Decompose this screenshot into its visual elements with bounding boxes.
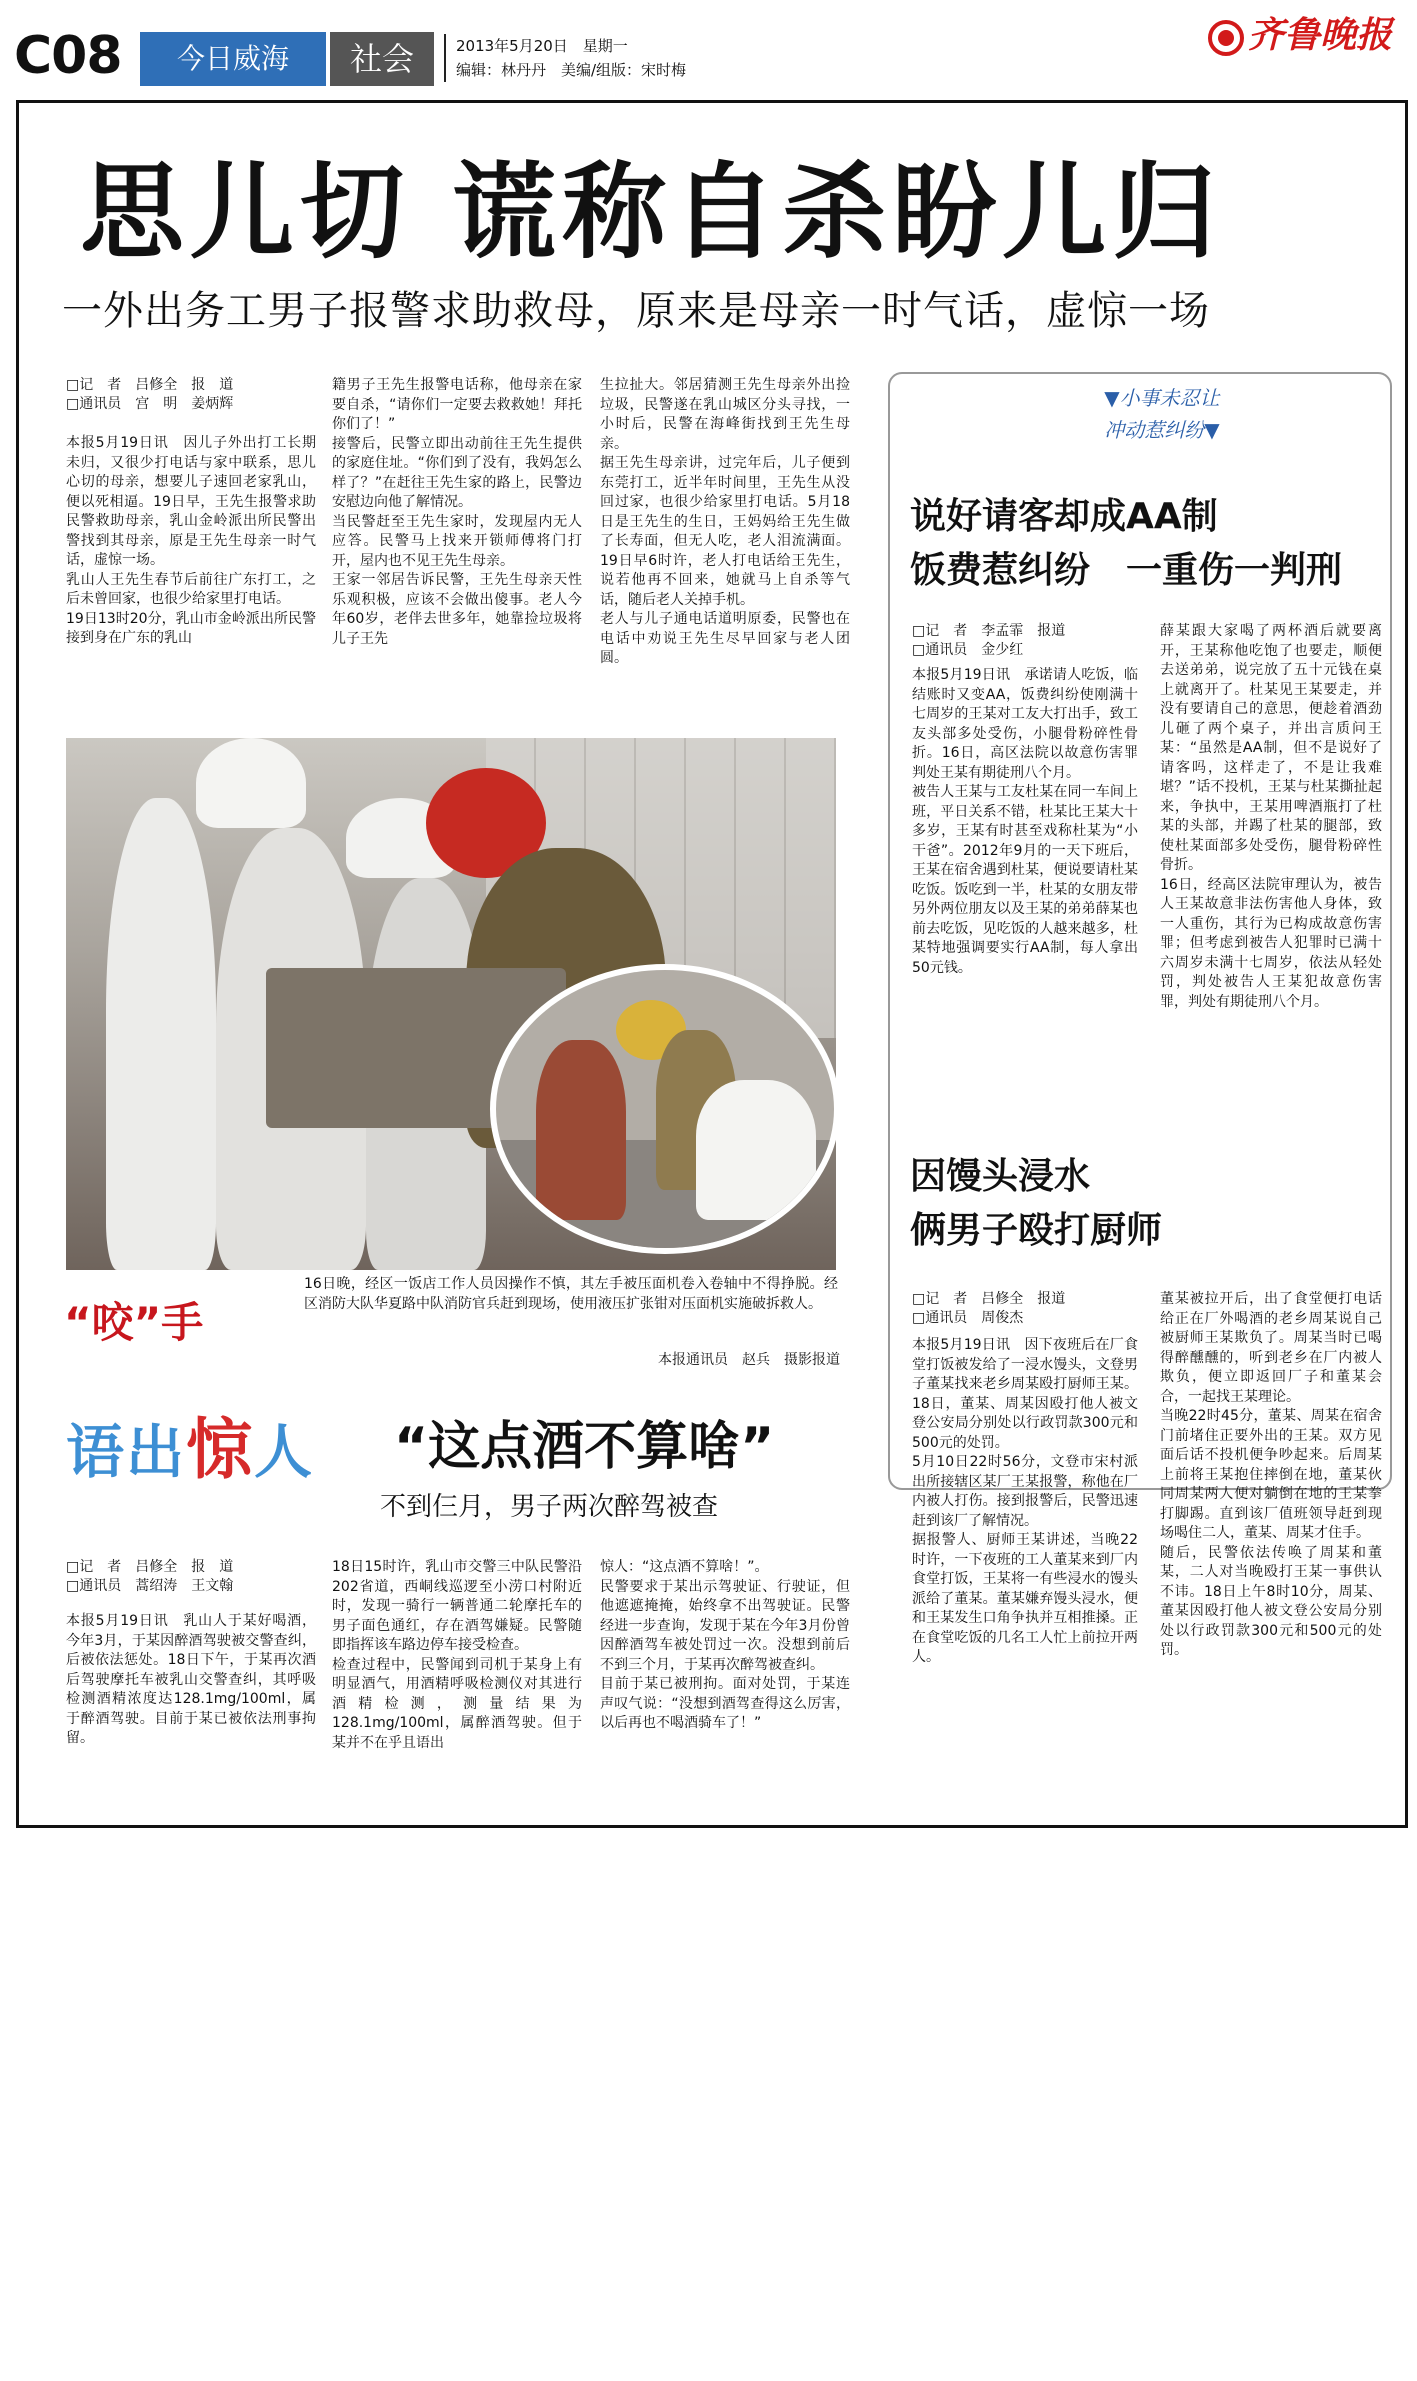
section-badge: 今日威海	[140, 32, 326, 86]
header-editors: 编辑：林丹丹 美编/组版：宋时梅	[456, 61, 687, 79]
section-name: 社会	[330, 32, 434, 86]
lead-byline: □记 者 吕修全 报 道 □通讯员 宫 明 姜炳辉	[66, 377, 234, 412]
column-logo	[66, 1410, 366, 1490]
photo-credit: 本报通讯员 赵兵 摄影报道	[658, 1352, 840, 1368]
story2-column-2: 薛某跟大家喝了两杯酒后就要离开，王某称他吃饱了也要走，顺便去送弟弟，说完放了五十元钱在桌上就离开了。杜某见王某要走，并没有要请自己的意思，便趁着酒劲儿砸了两个桌子，并出言质问王某：“虽然是AA制，但不是说好了请客吗，这样走了，不是让我难堪？”话不投机，王某与杜某撕扯起来，争执中，王某用啤酒瓶打了杜某的头部，并踢了杜某的腿部，致使杜某面部多处受伤，腿骨粉碎性骨折。 16日，经高区法院审理认为，被告人王某故意非法伤害他人身体，致一人重伤，其行为已构成故意伤害罪；但考虑到被告人犯罪时已满十六周岁未满十七周岁，依法从轻处罚，判处被告人王某犯故意伤害罪，判处有期徒刑八个月。	[1160, 623, 1382, 1010]
photo-caption: 16日晚，经区一饭店工作人员因操作不慎，其左手被压面机卷入卷轴中不得挣脱。经区消防大队华夏路中队消防官兵赶到现场，使用液压扩张钳对压面机实施破拆救人。	[304, 1276, 838, 1312]
column-logo-part-3: 人	[254, 1418, 315, 1486]
lead-subheadline: 一外出务工男子报警求助救母，原来是母亲一时气话，虚惊一场	[62, 288, 1210, 334]
story4-title: “这点酒不算啥”	[394, 1417, 775, 1477]
column-logo-part-1: 语出	[66, 1418, 187, 1486]
brand-mark-icon	[1208, 20, 1244, 56]
right-box-tag-line-2: 冲动惹纠纷▼	[1104, 418, 1220, 442]
right-box-tag-line-1: ▼小事未忍让	[1104, 386, 1220, 410]
right-box-tag	[1062, 382, 1262, 452]
story3-title: 因馒头浸水 俩男子殴打厨师	[910, 1156, 1163, 1251]
story3-column-2: 董某被拉开后，出了食堂便打电话给正在厂外喝酒的老乡周某说自己被厨师王某欺负了。周某当时已喝得醉醺醺的，听到老乡在厂内被人欺负，便立即返回厂子和董某会合，一起找王某理论。 当晚22时45分，董某、周某在宿舍门前堵住正要外出的王某。双方见面后话不投机便争吵起来。后周某上前将王某抱住摔倒在地，董某伙同周某两人便对躺倒在地的王某拳打脚踢。直到该厂值班领导赶到现场喝住二人，董某、周某才住手。 随后，民警依法传唤了周某和董某，二人对当晚殴打王某一事供认不讳。18日上午8时10分，周某、董某因殴打他人被文登公安局分别处以行政罚款300元和500元的处罚。	[1160, 1291, 1382, 1658]
story2-column-1: 本报5月19日讯 承诺请人吃饭，临结账时又变AA，饭费纠纷使刚满十七周岁的王某对工友大打出手，致工友头部多处受伤，小腿骨粉碎性骨折。16日，高区法院以故意伤害罪判处王某有期徒刑八个月。 被告人王某与工友杜某在同一车间上班，平日关系不错，杜某比王某大十多岁，王某有时甚至戏称杜某为“小干爸”。2012年9月的一天下班后，王某在宿舍遇到杜某，便说要请杜某吃饭。饭吃到一半，杜某的女朋友带另外两位朋友以及王某的弟弟薛某也前去吃饭，见吃饭的人越来越多，杜某特地强调要实行AA制，每人拿出50元钱。	[912, 667, 1138, 976]
story3-byline: □记 者 吕修全 报道 □通讯员 周俊杰	[912, 1291, 1066, 1326]
brand-name: 齐鲁晚报	[1248, 14, 1393, 56]
column-logo-part-2: 惊	[186, 1411, 255, 1488]
story4-column-1: 本报5月19日讯 乳山人于某好喝酒，今年3月，于某因醉酒驾驶被交警查纠，后被依法惩处。18日下午，于某再次酒后驾驶摩托车被乳山交警查纠，其呼吸检测酒精浓度达128.1mg/100ml，属于醉酒驾驶。目前于某已被依法刑事拘留。	[66, 1613, 316, 1746]
header-date: 2013年5月20日 星期一	[456, 37, 628, 55]
story4-column-2: 18日15时许，乳山市交警三中队民警沿202省道，西峒线巡逻至小涝口村附近时，发现一骑行一辆普通二轮摩托车的男子面色通红，存在酒驾嫌疑。民警随即指挥该车路边停车接受检查。 检查过程中，民警闻到司机于某身上有明显酒气，用酒精呼吸检测仪对其进行酒精检测，测量结果为128.1mg/100ml，属醉酒驾驶。但于某并不在乎且语出	[332, 1559, 582, 1751]
lead-column-3: 生拉扯大。邻居猜测王先生母亲外出捡垃圾，民警遂在乳山城区分头寻找，一小时后，民警在海峰街找到王先生母亲。 据王先生母亲讲，过完年后，儿子便到东莞打工，近半年时间里，王先生从没回过家，也很少给家里打电话。5月18日是王先生的生日，王妈妈给王先生做了长寿面，但无人吃，老人泪流满面。19日早6时许，老人打电话给王先生，说若他再不回来，她就马上自杀等气话，随后老人关掉手机。 老人与儿子通电话道明原委，民警也在电话中劝说王先生尽早回家与老人团圆。	[600, 377, 850, 666]
header-divider	[444, 34, 446, 82]
lead-column-2: 籍男子王先生报警电话称，他母亲在家要自杀，“请你们一定要去救救她！拜托你们了！” 接警后，民警立即出动前往王先生提供的家庭住址。“你们到了没有，我妈怎么样了？”在赶往王先生家的路上，民警边安慰边向他了解情况。 当民警赶至王先生家时，发现屋内无人应答。民警马上找来开锁师傅将门打开，屋内也不见王先生母亲。 王家一邻居告诉民警，王先生母亲天性乐观积极，应该不会做出傻事。老人今年60岁，老伴去世多年，她靠捡垃圾将儿子王先	[332, 377, 582, 647]
story4-column-3: 惊人：“这点酒不算啥！”。 民警要求于某出示驾驶证、行驶证，但他遮遮掩掩，始终拿不出驾驶证。民警经进一步查询，发现于某在今年3月份曾因醉酒驾车被处罚过一次。没想到前后不到三个月，于某再次醉驾被查纠。 目前于某已被刑拘。面对处罚，于某连声叹气说：“没想到酒驾查得这么厉害，以后再也不喝酒骑车了！”	[600, 1559, 850, 1731]
brand-logo	[1208, 12, 1408, 58]
story3-column-1: 本报5月19日讯 因下夜班后在厂食堂打饭被发给了一浸水馒头，文登男子董某找来老乡周某殴打厨师王某。18日，董某、周某因殴打他人被文登公安局分别处以行政罚款300元和500元的处罚。 5月10日22时56分，文登市宋村派出所接辖区某厂王某报警，称他在厂内被人打伤。接到报警后，民警迅速赶到该厂了解情况。 据报警人、厨师王某讲述，当晚22时许，一下夜班的工人董某来到厂内食堂打饭，王某将一有些浸水的馒头派给了董某。董某嫌弃馒头浸水，便和王某发生口角争执并互相推搡。正在食堂吃饭的几名工人忙上前拉开两人。	[912, 1337, 1138, 1665]
story2-byline: □记 者 李孟霏 报道 □通讯员 金少红	[912, 623, 1066, 658]
lead-column-1: 本报5月19日讯 因儿子外出打工长期未归，又很少打电话与家中联系，思儿心切的母亲，想要儿子速回老家乳山，便以死相逼。19日早，王先生报警求助民警救助母亲，乳山金岭派出所民警出警找到其母亲，原是王先生母亲一时气话，虚惊一场。 乳山人王先生春节后前往广东打工，之后未曾回家，也很少给家里打电话。 19日13时20分，乳山市金岭派出所民警接到身在广东的乳山	[66, 435, 316, 646]
lead-headline: 思儿切 谎称自杀盼儿归	[80, 151, 1223, 273]
story4-byline: □记 者 吕修全 报 道 □通讯员 蒿绍涛 王文翰	[66, 1559, 234, 1594]
story2-title: 说好请客却成AA制 饭费惹纠纷 一重伤一判刑	[910, 496, 1343, 591]
photo-title: “咬”手	[64, 1298, 204, 1347]
inset-rescue-photo	[490, 964, 840, 1254]
story4-subtitle: 不到仨月，男子两次醉驾被查	[380, 1492, 719, 1522]
page-number: C08	[14, 26, 122, 86]
